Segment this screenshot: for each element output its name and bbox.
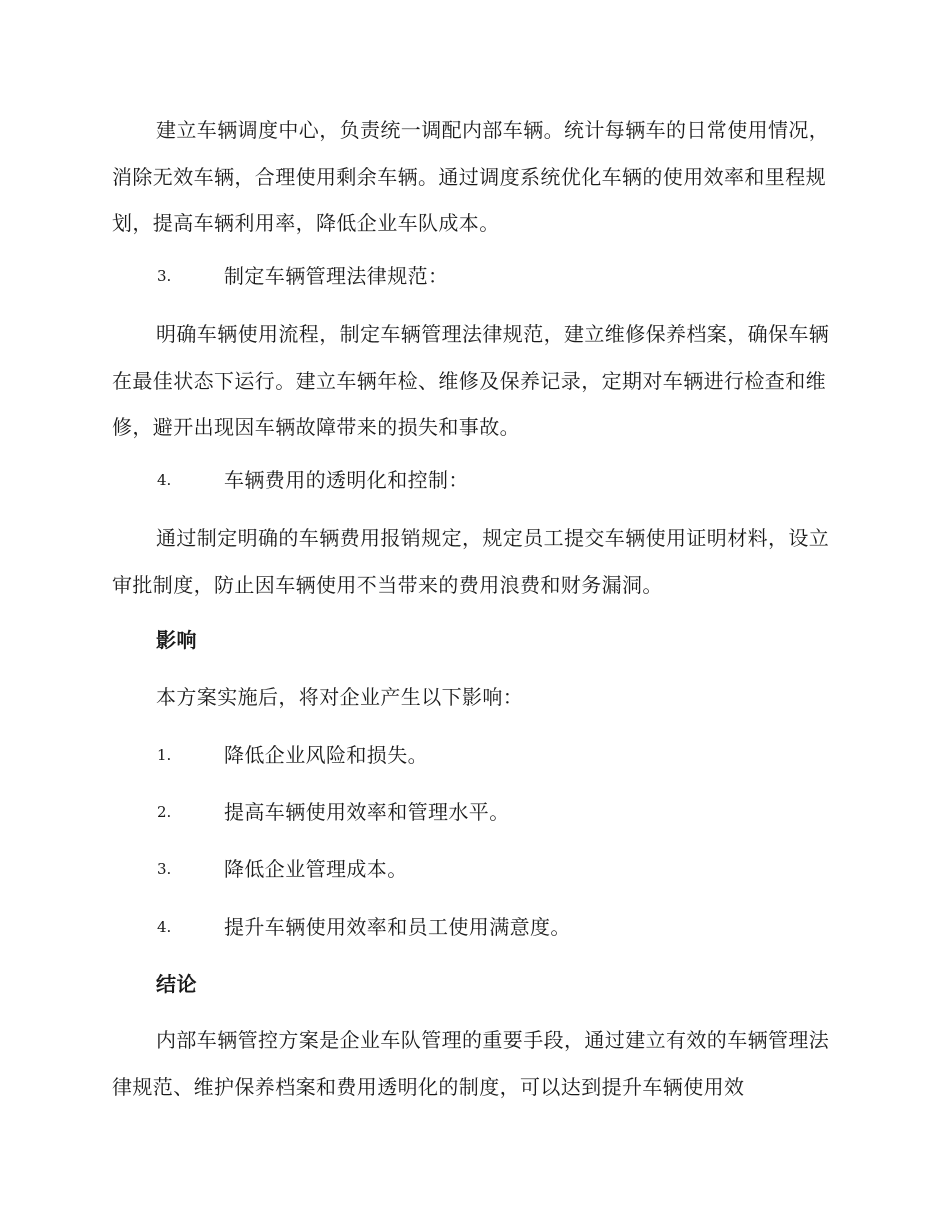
list-item-regulation — [112, 253, 832, 299]
paragraph-conclusion: 内部车辆管控方案是企业车队管理的重要手段，通过建立有效的车辆管理法律规范、维护保养档案和费用透明化的制度，可以达到提升车辆使用效 — [112, 1028, 830, 1099]
heading-impact: 影响 — [156, 628, 197, 652]
list-item-number: 2. — [157, 803, 172, 821]
list-item-text: 制定车辆管理法律规范： — [224, 264, 449, 288]
list-item-expense — [112, 457, 832, 503]
paragraph-expense: 通过制定明确的车辆费用报销规定，规定员工提交车辆使用证明材料，设立审批制度，防止因车辆使用不当带来的费用浪费和财务漏洞。 — [112, 526, 830, 597]
list-item-text: 降低企业风险和损失。 — [224, 743, 428, 767]
impact-list-item — [112, 904, 832, 950]
list-item-number: 3. — [157, 860, 172, 878]
list-item-number: 3. — [157, 267, 172, 285]
impact-list-item — [112, 732, 832, 778]
list-item-text: 提高车辆使用效率和管理水平。 — [224, 800, 510, 824]
list-item-number: 4. — [157, 471, 172, 489]
list-item-number: 4. — [157, 918, 172, 936]
list-item-text: 提升车辆使用效率和员工使用满意度。 — [224, 915, 571, 939]
impact-list-item — [112, 846, 832, 892]
list-item-text: 降低企业管理成本。 — [224, 857, 408, 881]
list-item-text: 车辆费用的透明化和控制： — [224, 468, 469, 492]
paragraph-dispatch-center: 建立车辆调度中心，负责统一调配内部车辆。统计每辆车的日常使用情况，消除无效车辆，合理使用剩余车辆。通过调度系统优化车辆的使用效率和里程规划，提高车辆利用率，降低企业车队成本。 — [112, 118, 830, 235]
paragraph-impact-intro: 本方案实施后，将对企业产生以下影响： — [156, 685, 524, 709]
list-item-number: 1. — [157, 746, 172, 764]
impact-list-item — [112, 789, 832, 835]
heading-conclusion: 结论 — [156, 972, 197, 996]
paragraph-regulation: 明确车辆使用流程，制定车辆管理法律规范，建立维修保养档案，确保车辆在最佳状态下运行。建立车辆年检、维修及保养记录，定期对车辆进行检查和维修，避开出现因车辆故障带来的损失和事故。 — [112, 322, 830, 439]
